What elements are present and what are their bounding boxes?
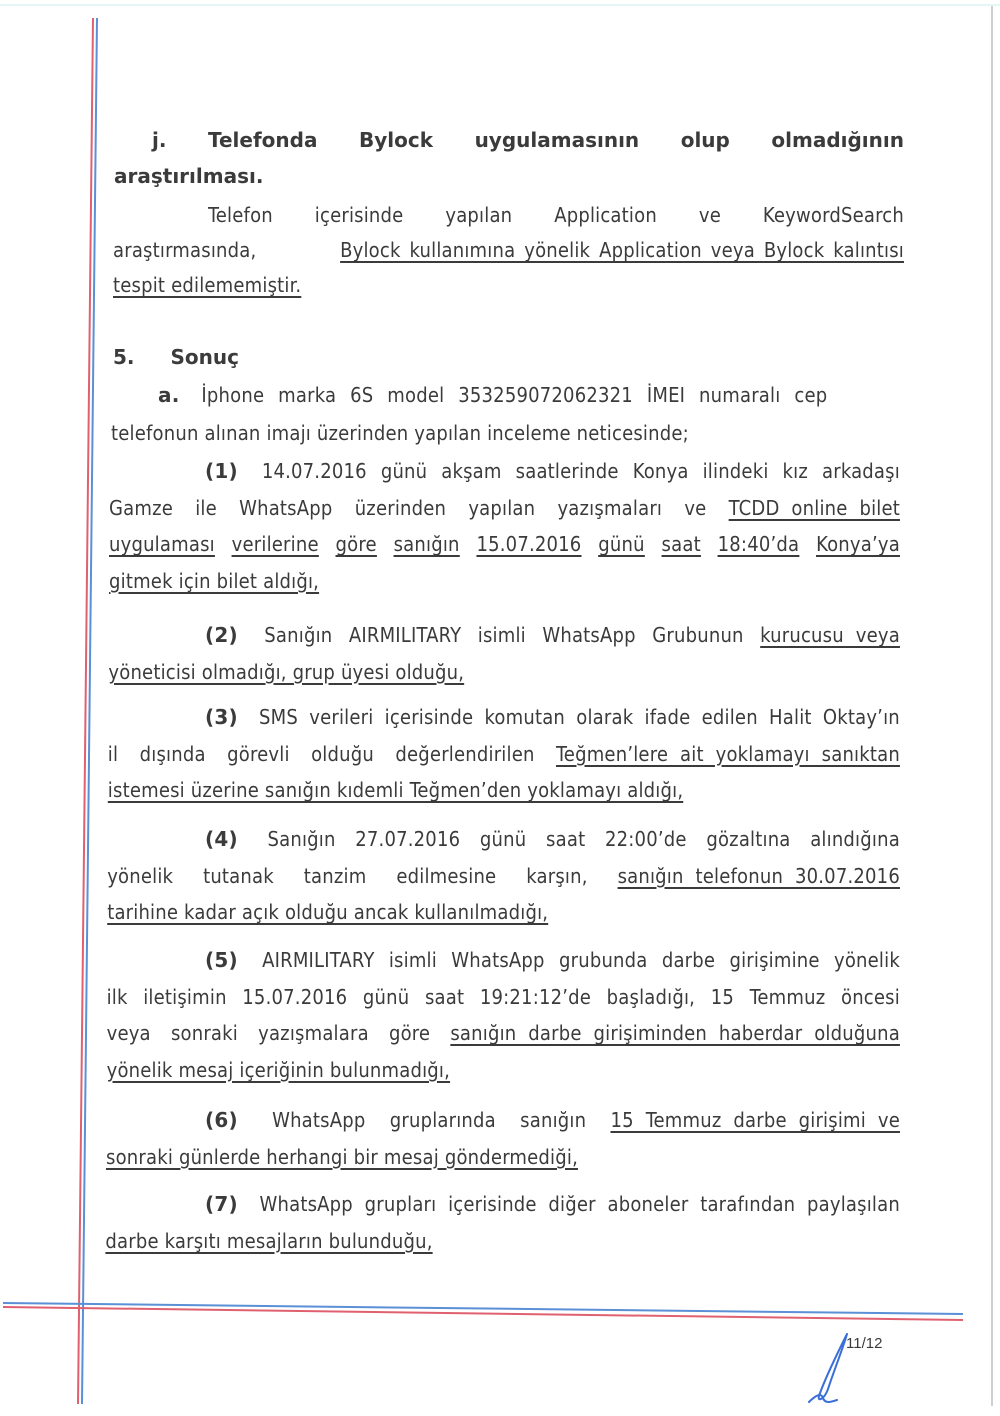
word: Gamze: [109, 495, 174, 520]
item-a-label: a.: [158, 383, 180, 407]
word: kız: [782, 459, 808, 483]
word: 27.07.2016: [355, 827, 461, 851]
word: yapılan: [468, 495, 536, 520]
word: günü: [479, 827, 527, 851]
word: aboneler: [607, 1192, 689, 1216]
finding-1-line: [109, 532, 900, 556]
word: girişimine: [729, 948, 820, 972]
finding-4-line: [107, 900, 548, 924]
word: diğer: [548, 1192, 596, 1216]
word: yazışmaları: [557, 495, 663, 520]
underlined-text: yöneticisi olmadığı, grup üyesi olduğu,: [108, 659, 465, 684]
item-a-line2: telefonun alınan imajı üzerinden yapılan inceleme neticesinde;: [111, 421, 689, 445]
para-word: ve: [698, 203, 721, 227]
heading-word: Bylock: [358, 128, 434, 152]
word: WhatsApp: [259, 1192, 353, 1216]
word: darbe: [661, 948, 716, 972]
underlined-text: gitmek için bilet aldığı,: [109, 568, 320, 593]
word: tutanak: [203, 863, 274, 888]
finding-label: (7): [205, 1192, 238, 1216]
word: saatlerinde: [515, 459, 619, 483]
word: ilk: [106, 984, 128, 1009]
finding-label: (6): [205, 1108, 238, 1132]
word: ifade: [644, 705, 691, 729]
word: olduğu: [311, 741, 374, 766]
word: içerisinde: [384, 705, 474, 729]
word: başladığı,: [606, 984, 696, 1009]
word: üzerinden: [354, 495, 447, 520]
word: 14.07.2016: [261, 459, 367, 483]
finding-3-line: [108, 778, 683, 802]
word: gruplarında: [389, 1108, 496, 1132]
page-number: 11/12: [846, 1335, 883, 1352]
underlined-text: darbe karşıtı mesajların bulunduğu,: [105, 1228, 433, 1253]
finding-7-line: [205, 1192, 900, 1216]
finding-6-line: [106, 1145, 578, 1169]
finding-1-line: [109, 569, 319, 593]
word: 18:40’da: [717, 532, 800, 556]
word: WhatsApp: [272, 1108, 366, 1132]
word: 15.07.2016: [476, 532, 582, 556]
word: göre: [335, 532, 377, 556]
finding-3-line: [108, 742, 900, 766]
word: karşın,: [526, 863, 588, 888]
word: saat: [546, 827, 586, 851]
section-number: 5.: [113, 345, 135, 369]
word: edilmesine: [396, 863, 497, 888]
word: komutan: [484, 705, 566, 729]
finding-4-line: [205, 827, 900, 851]
word: tanzim: [303, 863, 367, 888]
word: günü: [380, 459, 428, 483]
word: sanığın: [520, 1108, 587, 1132]
section-j-para-line2: [113, 238, 904, 262]
word: sanığın: [393, 532, 460, 556]
underlined-text: sanığın darbe girişiminden haberdar olduğuna: [450, 1021, 900, 1045]
word: değerlendirilen: [395, 741, 535, 766]
word: göre: [388, 1021, 431, 1045]
finding-5-line: [107, 1021, 900, 1045]
word: isimli: [477, 623, 526, 647]
finding-4-line: [107, 864, 900, 888]
finding-2-line: [205, 623, 900, 647]
word: Halit: [769, 705, 812, 729]
word: isimli: [388, 948, 437, 972]
word: saat: [661, 532, 701, 556]
finding-5-line: [107, 985, 900, 1009]
section-j-para-line1: [208, 203, 904, 227]
word: WhatsApp: [451, 948, 545, 972]
word: saat: [424, 984, 465, 1009]
word: paylaşılan: [807, 1192, 900, 1216]
word: dışında: [139, 741, 206, 766]
para-text: araştırmasında,: [113, 238, 263, 262]
word: Grubunun: [652, 623, 744, 647]
word: il: [107, 741, 119, 766]
para-word: yapılan: [445, 203, 513, 227]
finding-5-line: [205, 948, 900, 972]
finding-2-line: [108, 660, 464, 684]
word: verileri: [309, 705, 374, 729]
word: veya: [106, 1021, 151, 1045]
word: tarafından: [700, 1192, 796, 1216]
word: Konya’ya: [816, 532, 900, 556]
word: SMS: [259, 705, 299, 729]
word: sonraki: [170, 1021, 238, 1045]
section-title: Sonuç: [170, 345, 239, 369]
para-word: içerisinde: [314, 203, 404, 227]
word: 19:21:12’de: [479, 984, 592, 1009]
finding-7-line: [105, 1229, 432, 1253]
underlined-text: sanığın telefonun 30.07.2016: [617, 863, 900, 888]
underlined-text: Teğmen’lere ait yoklamayı sanıktan: [556, 741, 900, 766]
finding-3-line: [205, 705, 900, 729]
para-underlined-text: Bylock kullanımına yönelik Application veya Bylock kalıntısı: [340, 238, 904, 262]
word: Konya: [632, 459, 689, 483]
word: günü: [362, 984, 410, 1009]
word: WhatsApp: [542, 623, 636, 647]
word: alındığına: [810, 827, 900, 851]
heading-word: olup: [680, 128, 730, 152]
word: Sanığın: [264, 623, 333, 647]
underlined-text: kurucusu veya: [760, 623, 900, 647]
word: grupları: [364, 1192, 437, 1216]
finding-label: (4): [205, 827, 238, 851]
para-underlined-text: tespit edilememiştir.: [113, 273, 302, 297]
finding-5-line: [107, 1058, 450, 1082]
heading-word: uygulamasının: [474, 128, 640, 152]
item-a-line1: [158, 383, 902, 407]
finding-label: (1): [205, 459, 238, 483]
word: görevli: [227, 741, 290, 766]
section-j-heading-line1: [152, 128, 904, 152]
word: gözaltına: [706, 827, 791, 851]
word: Sanığın: [267, 827, 336, 851]
finding-label: (3): [205, 705, 238, 729]
finding-1-line: [205, 459, 900, 483]
word: Oktay’ın: [822, 705, 900, 729]
word: arkadaşı: [822, 459, 900, 483]
underlined-text: 15 Temmuz darbe girişimi ve: [610, 1108, 900, 1132]
para-word: Telefon: [208, 203, 273, 227]
word: yönelik: [107, 863, 174, 888]
section-j-para-line3: [113, 273, 301, 297]
word: WhatsApp: [239, 495, 333, 520]
para-word: Application: [554, 203, 657, 227]
word: öncesi: [841, 984, 900, 1009]
underlined-text: tarihine kadar açık olduğu ancak kullanılmadığı,: [107, 900, 549, 924]
underlined-text: istemesi üzerine sanığın kıdemli Teğmen’den yoklamayı aldığı,: [107, 778, 684, 802]
word: grubunda: [559, 948, 648, 972]
word: ve: [684, 495, 707, 520]
word: ilindeki: [702, 459, 769, 483]
word: günü: [598, 532, 645, 556]
underlined-text: TCDD online bilet: [728, 495, 900, 520]
finding-6-line: [205, 1108, 900, 1132]
word: ile: [195, 495, 217, 520]
heading-word: olmadığının: [771, 128, 904, 152]
heading-word: Telefonda: [207, 128, 318, 152]
word: akşam: [441, 459, 502, 483]
underlined-text: sonraki günlerde herhangi bir mesaj göndermediği,: [106, 1144, 578, 1169]
word: AIRMILITARY: [262, 948, 375, 972]
signature-icon: [805, 1330, 865, 1410]
word: 15.07.2016: [242, 984, 348, 1009]
section-5-heading: [113, 345, 239, 369]
para-word: KeywordSearch: [762, 203, 904, 227]
word: uygulaması: [109, 532, 215, 556]
finding-1-line: [109, 496, 900, 520]
word: verilerine: [231, 532, 319, 556]
underlined-text: [109, 532, 900, 556]
underlined-text: yönelik mesaj içeriğinin bulunmadığı,: [106, 1057, 451, 1082]
word: yönelik: [834, 948, 900, 972]
word: yazışmalara: [258, 1021, 369, 1045]
word: içerisinde: [448, 1192, 537, 1216]
section-j-label: j.: [152, 128, 167, 152]
word: 22:00’de: [605, 827, 687, 851]
word: iletişimin: [143, 984, 227, 1009]
finding-label: (5): [205, 948, 238, 972]
finding-label: (2): [205, 623, 238, 647]
word: AIRMILITARY: [348, 623, 462, 647]
word: 15: [710, 984, 734, 1009]
word: olarak: [576, 705, 634, 729]
word: edilen: [701, 705, 758, 729]
item-a-text: İphone marka 6S model 353259072062321 İMEI numaralı cep: [201, 383, 828, 407]
word: Temmuz: [749, 984, 826, 1009]
section-j-heading-line2: araştırılması.: [114, 164, 264, 188]
